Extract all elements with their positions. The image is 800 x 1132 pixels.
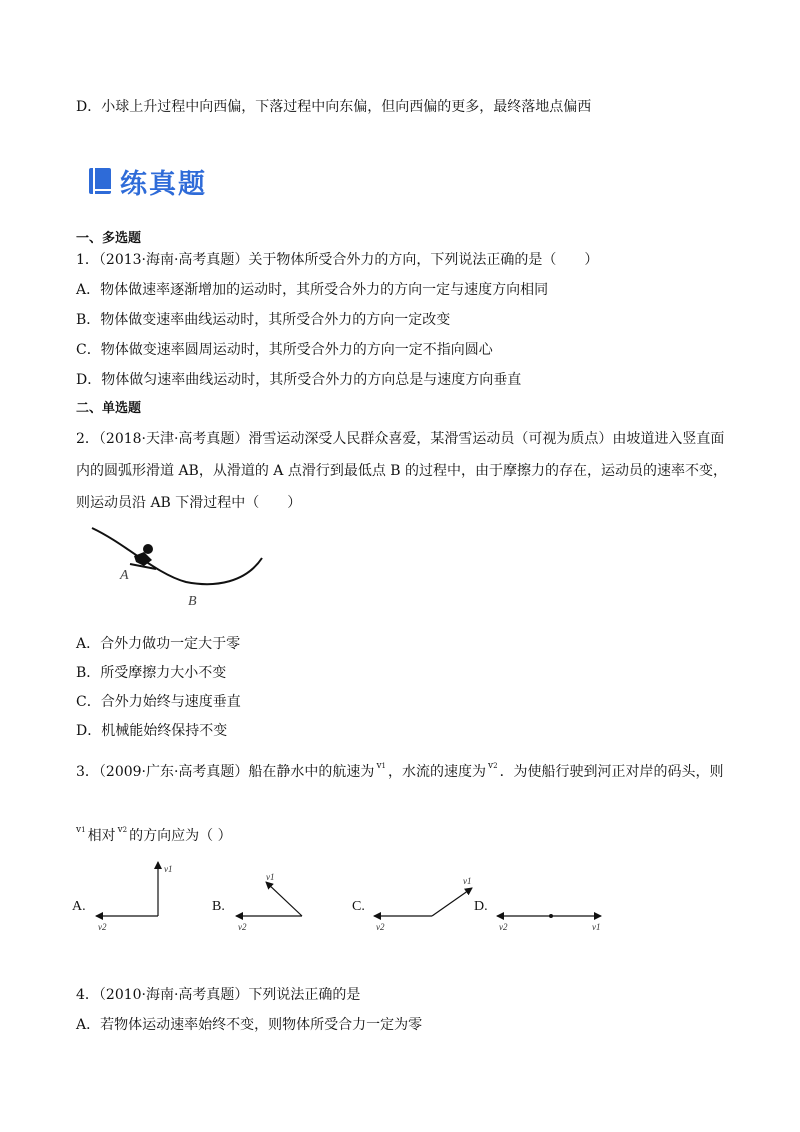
previous-option-d: D．小球上升过程中向西偏，下落过程中向东偏，但向西偏的更多，最终落地点偏西 (76, 99, 592, 115)
svg-text:B.: B. (212, 899, 225, 914)
q2-option-a: A．合外力做功一定大于零 (76, 636, 241, 652)
q2-stem-line1: 2．（2018·天津·高考真题）滑雪运动深受人民群众喜爱，某滑雪运动员（可视为质点）由坡道进入竖直面 (76, 431, 725, 447)
q1-stem: 1．（2013·海南·高考真题）关于物体所受合外力的方向，下列说法正确的是（ ） (76, 252, 599, 268)
q4-option-a: A．若物体运动速率始终不变，则物体所受合力一定为零 (76, 1017, 423, 1033)
v1-symbol: v1 (376, 761, 386, 771)
vector-options-figure (0, 850, 800, 940)
section-multi-choice: 一、多选题 (76, 231, 142, 246)
option-c-diagram (352, 876, 472, 932)
q4-stem: 4．（2010·海南·高考真题）下列说法正确的是 (76, 987, 361, 1003)
option-a-diagram (72, 862, 173, 932)
svg-text:A.: A. (72, 899, 86, 914)
point-b-label: B (188, 594, 197, 609)
svg-text:v1: v1 (164, 864, 173, 874)
svg-text:D.: D. (474, 899, 488, 914)
q2-stem-line3: 则运动员沿 AB 下滑过程中（ ） (76, 495, 302, 511)
section-single-choice: 二、单选题 (76, 401, 142, 416)
svg-text:v2: v2 (376, 922, 385, 932)
svg-text:C.: C. (352, 899, 365, 914)
svg-text:v1: v1 (266, 872, 275, 882)
q2-option-d: D．机械能始终保持不变 (76, 723, 228, 739)
q1-option-a: A．物体做速率逐渐增加的运动时，其所受合外力的方向一定与速度方向相同 (76, 282, 549, 298)
ski-slope-figure (86, 522, 272, 614)
v2-symbol: v2 (117, 825, 128, 835)
point-a-label: A (120, 568, 129, 583)
q1-option-d: D．物体做匀速率曲线运动时，其所受合外力的方向总是与速度方向垂直 (76, 372, 522, 388)
book-icon (88, 167, 112, 195)
q2-stem-line2: 内的圆弧形滑道 AB，从滑道的 A 点滑行到最低点 B 的过程中，由于摩擦力的存在，运动员的速率不变， (76, 463, 728, 479)
svg-text:v2: v2 (499, 922, 508, 932)
q2-option-b: B．所受摩擦力大小不变 (76, 665, 227, 681)
practice-heading (88, 163, 207, 199)
v1-symbol: v1 (76, 825, 86, 835)
option-d-diagram (474, 899, 601, 932)
q3-stem-line1: 3．（2009·广东·高考真题）船在静水中的航速为 $^{v1}$ ，水流的速度为 $^{v2}$ ．为使船行驶到河正对岸的码头，则 (76, 761, 724, 780)
q2-option-c: C．合外力始终与速度垂直 (76, 694, 241, 710)
svg-text:v2: v2 (238, 922, 247, 932)
q1-option-c: C．物体做变速率圆周运动时，其所受合外力的方向一定不指向圆心 (76, 342, 493, 358)
svg-text:v1: v1 (463, 876, 472, 886)
option-b-diagram (212, 872, 302, 932)
svg-text:v2: v2 (98, 922, 107, 932)
q3-stem-line2: $^{v1}$ 相对 $^{v2}$ 的方向应为（ ） (76, 825, 232, 844)
svg-text:v1: v1 (592, 922, 601, 932)
heading-title: 练真题 (120, 168, 207, 200)
q1-option-b: B．物体做变速率曲线运动时，其所受合外力的方向一定改变 (76, 312, 451, 328)
slope-arc (92, 528, 262, 584)
v2-symbol: v2 (488, 761, 498, 771)
